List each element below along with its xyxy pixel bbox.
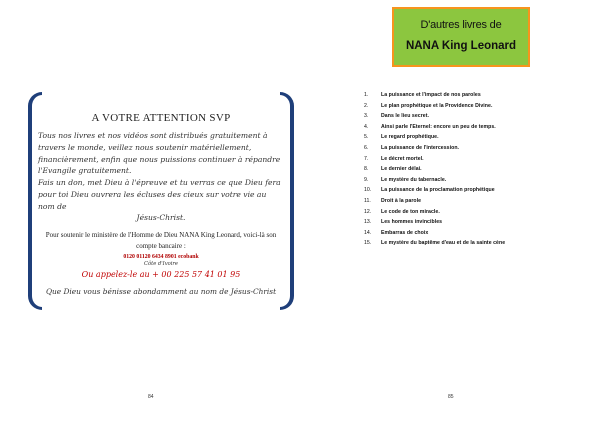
book-item <box>364 164 594 175</box>
notice-paragraph-2-text: Fais un don, met Dieu à l'épreuve et tu verras ce que Dieu fera pour toi Dieu ouvrera les écluses des cieux sur votre vie au nom de <box>38 178 281 211</box>
notice-paragraph-1: Tous nos livres et nos vidéos sont distribués gratuitement à travers le monde, veillez nous soutenir matériellement, financièrement, enfin que nous puissions continuer à répandre l'Evangile gratuitement. <box>38 131 281 176</box>
book-item <box>364 238 594 249</box>
blessing: Que Dieu vous bénisse abondamment au nom de Jésus-Christ <box>45 287 277 297</box>
bank-account: 0120 01120 6434 8901 ecobank <box>123 254 199 261</box>
book-item <box>364 228 594 239</box>
book-item <box>364 122 594 133</box>
title-box <box>392 7 530 67</box>
book-number: 8. <box>364 166 369 173</box>
book-title: Le code de ton miracle. <box>381 208 440 215</box>
book-title: Les hommes invincibles <box>381 219 443 226</box>
phone-call: Ou appelez-le au + 00 225 57 41 01 95 <box>81 270 241 280</box>
book-title: La puissance de la proclamation prophétique <box>381 187 495 194</box>
book-number: 5. <box>364 134 369 141</box>
donation-notice <box>28 92 294 310</box>
book-item <box>364 132 594 143</box>
notice-title: A VOTRE ATTENTION SVP <box>91 112 231 124</box>
book-title: Le dernier délai. <box>381 166 422 173</box>
book-number: 4. <box>364 123 369 130</box>
title-line-2: NANA King Leonard <box>405 40 517 52</box>
support-text: Pour soutenir le ministère de l'Homme de Dieu NANA King Leonard, voici-là son compte bancaire : <box>45 231 277 250</box>
notice-paragraph-2 <box>36 177 286 224</box>
book-item <box>364 185 594 196</box>
book-title: Le regard prophétique. <box>381 134 439 141</box>
notice-paragraph-2-end: Jésus-Christ. <box>136 213 186 223</box>
book-list <box>364 90 594 249</box>
book-number: 1. <box>364 92 369 98</box>
book-item <box>364 217 594 228</box>
book-number: 12. <box>364 208 372 215</box>
book-title: Le plan prophétique et la Providence Divine. <box>381 102 493 109</box>
book-title: La puissance et l'impact de nos paroles <box>381 92 481 98</box>
book-title: Embarras de choix <box>381 229 429 236</box>
book-number: 3. <box>364 113 369 120</box>
book-title: Le mystère du tabernacle. <box>381 176 447 183</box>
book-item <box>364 175 594 186</box>
book-item <box>364 101 594 112</box>
book-number: 6. <box>364 144 369 151</box>
country: Côte d'Ivoire <box>144 261 178 268</box>
book-number: 14. <box>364 229 372 236</box>
book-title: Droit à la parole <box>381 197 422 204</box>
book-number: 9. <box>364 176 369 183</box>
book-item <box>364 143 594 154</box>
book-number: 15. <box>364 240 372 247</box>
book-number: 7. <box>364 155 369 162</box>
book-title: Dans le lieu secret. <box>381 113 429 120</box>
book-item <box>364 90 594 101</box>
book-number: 2. <box>364 102 369 109</box>
book-title: Le décret mortel. <box>381 155 424 162</box>
right-page <box>300 0 600 424</box>
book-title: La puissance de l'intercession. <box>381 144 460 151</box>
book-number: 13. <box>364 219 372 226</box>
book-item <box>364 207 594 218</box>
book-number: 10. <box>364 187 372 194</box>
book-item <box>364 196 594 207</box>
book-number: 11. <box>364 197 371 204</box>
title-line-1: D'autres livres de <box>420 19 502 31</box>
page-number-right: 85 <box>448 394 454 400</box>
book-item <box>364 111 594 122</box>
page-number-left: 84 <box>148 394 154 400</box>
book-title: Le mystère du baptême d'eau et de la sainte cène <box>381 240 506 247</box>
book-item <box>364 154 594 165</box>
book-title: Ainsi parle l'Eternel: encore un peu de temps. <box>381 123 496 130</box>
